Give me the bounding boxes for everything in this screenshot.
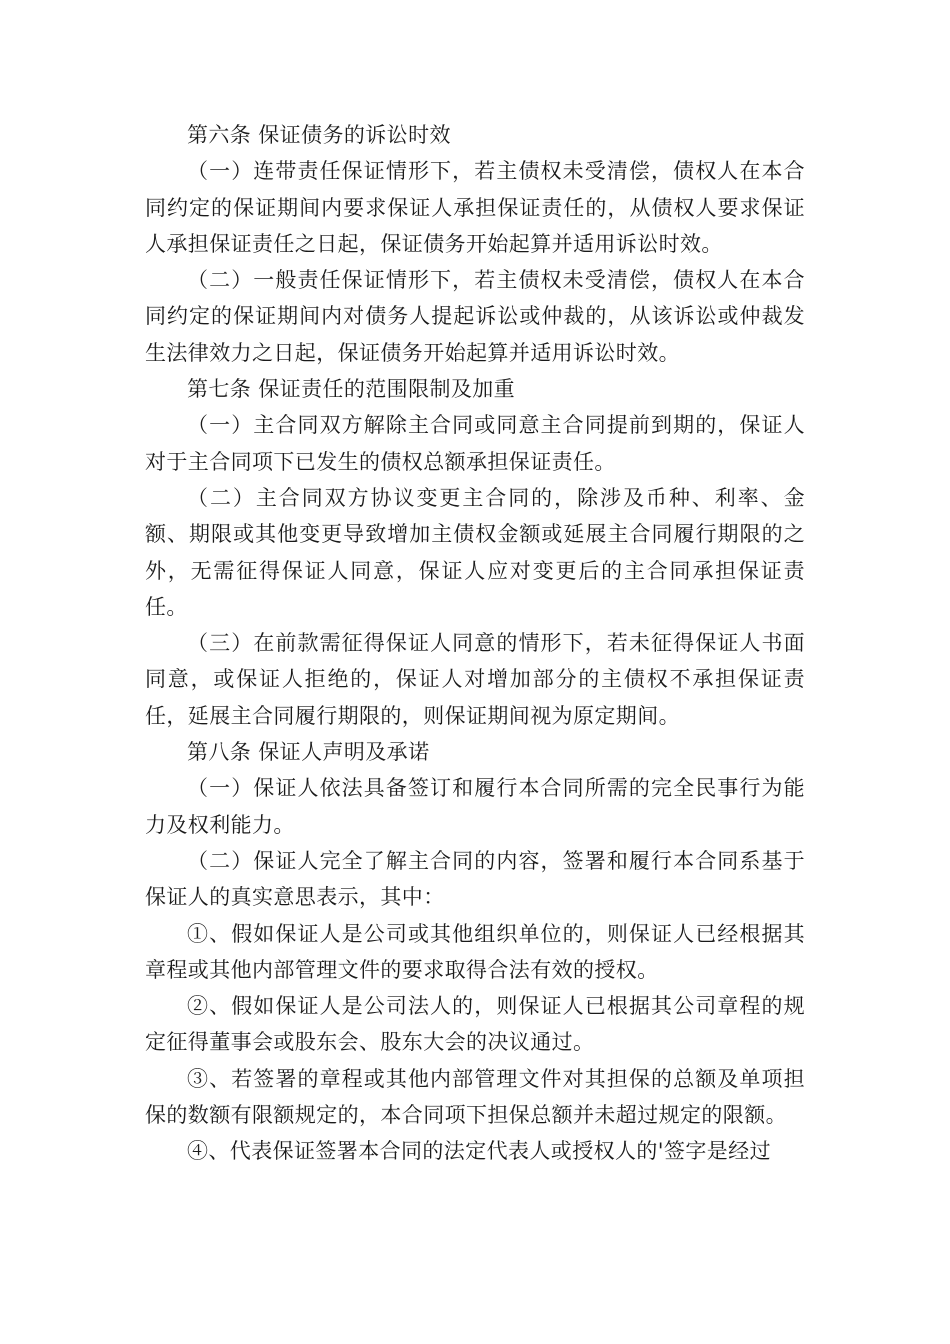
article-8-heading: 第八条 保证人声明及承诺	[187, 740, 430, 765]
article-8-clause-1: （一）保证人依法具备签订和履行本合同所需的完全民事行为能力及权利能力。	[145, 776, 805, 837]
article-7-clause-2: （二）主合同双方协议变更主合同的，除涉及币种、利率、金额、期限或其他变更导致增加主债权金额或延展主合同履行期限的之外，无需征得保证人同意，保证人应对变更后的主合同承担保证责任。	[145, 485, 805, 619]
article-6-heading: 第六条 保证债务的诉讼时效	[187, 123, 451, 147]
article-8-item-3: ③、若签署的章程或其他内部管理文件对其担保的总额及单项担保的数额有限额规定的，本合同项下担保总额并未超过规定的限额。	[145, 1066, 805, 1128]
article-8-item-4: ④、代表保证签署本合同的法定代表人或授权人的'签字是经过	[187, 1139, 771, 1164]
article-7-clause-3: （三）在前款需征得保证人同意的情形下，若未征得保证人书面同意，或保证人拒绝的，保证人对增加部分的主债权不承担保证责任，延展主合同履行期限的，则保证期间视为原定期间。	[145, 631, 805, 728]
article-8-clause-2: （二）保证人完全了解主合同的内容，签署和履行本合同系基于保证人的真实意思表示，其中：	[145, 848, 805, 910]
article-7-heading: 第七条 保证责任的范围限制及加重	[187, 377, 516, 402]
article-6-clause-2: （二）一般责任保证情形下，若主债权未受清偿，债权人在本合同约定的保证期间内对债务人提起诉讼或仲裁的，从该诉讼或仲裁发生法律效力之日起，保证债务开始起算并适用诉讼时效。	[145, 268, 805, 365]
article-7-clause-1: （一）主合同双方解除主合同或同意主合同提前到期的，保证人对于主合同项下已发生的债权总额承担保证责任。	[145, 413, 805, 474]
article-8-item-2: ②、假如保证人是公司法人的，则保证人已根据其公司章程的规定征得董事会或股东会、股东大会的决议通过。	[145, 994, 805, 1055]
document-body	[145, 117, 805, 1170]
article-6-clause-1: （一）连带责任保证情形下，若主债权未受清偿，债权人在本合同约定的保证期间内要求保证人承担保证责任的，从债权人要求保证人承担保证责任之日起，保证债务开始起算并适用诉讼时效。	[145, 159, 805, 256]
article-8-item-1: ①、假如保证人是公司或其他组织单位的，则保证人已经根据其章程或其他内部管理文件的要求取得合法有效的授权。	[145, 921, 805, 982]
